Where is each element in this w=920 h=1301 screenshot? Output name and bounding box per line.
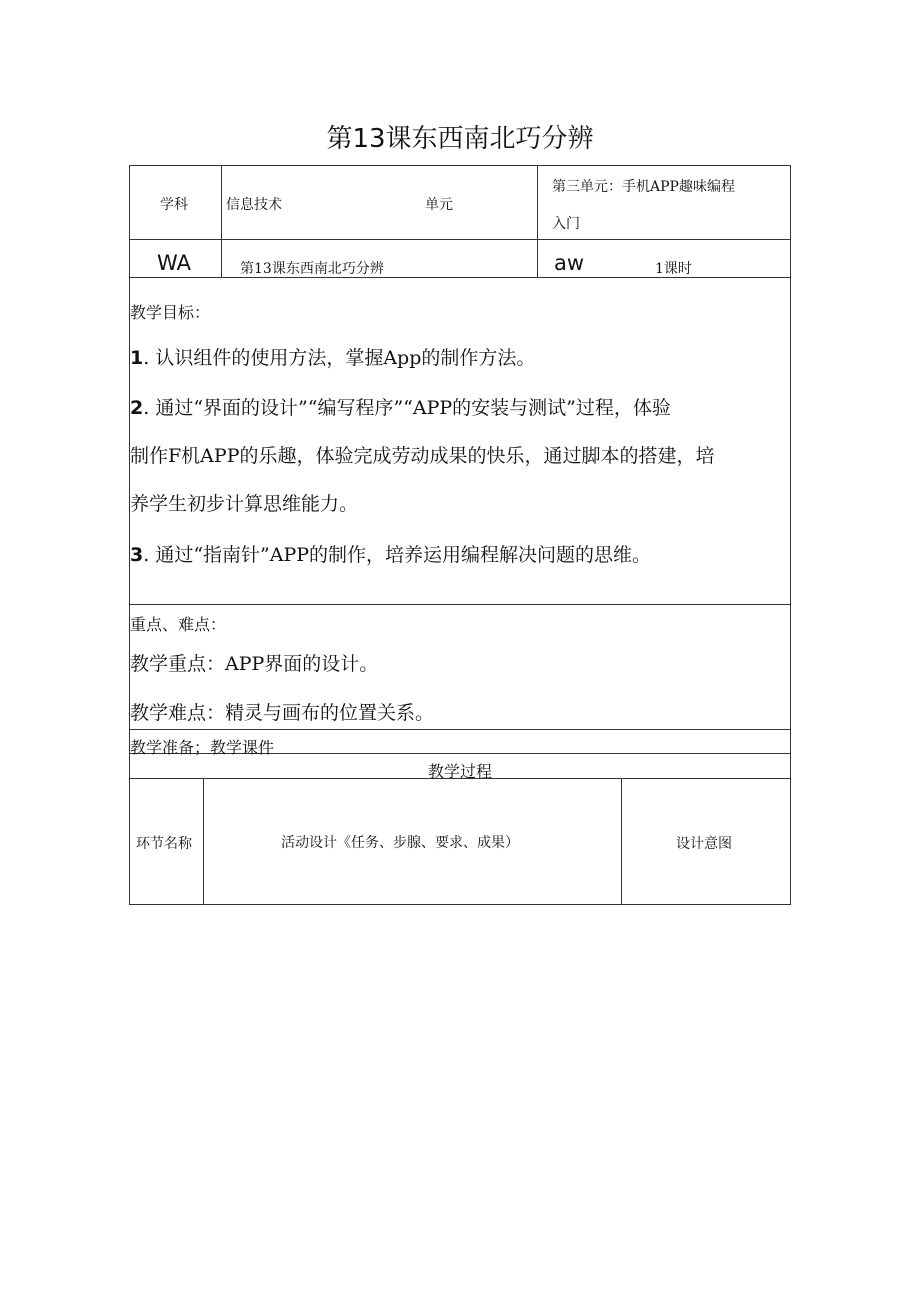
objective-1 xyxy=(130,343,535,370)
objectives-heading: 教学目标： xyxy=(130,303,211,322)
row-divider xyxy=(129,729,791,730)
process-heading: 教学过程 xyxy=(427,762,492,781)
col-divider xyxy=(203,778,204,905)
objective-2-line2: 制作F机APP的乐趣，体验完成劳动成果的快乐，通过脚本的搭建，培 xyxy=(130,445,715,467)
objective-2-line1 xyxy=(130,393,671,420)
unit-value-line1: 第三单元：手机APP趣味编程 xyxy=(552,179,735,195)
objective-2-number: 2 xyxy=(130,397,144,419)
unit-value-line2: 入门 xyxy=(552,216,580,232)
col-divider xyxy=(621,778,622,905)
subject-label: 学科 xyxy=(160,197,188,213)
keypoints-difficulty: 教学难点：精灵与画布的位置关系。 xyxy=(130,702,435,724)
keypoints-focus: 教学重点：APP界面的设计。 xyxy=(130,653,379,675)
row-divider xyxy=(129,604,791,605)
process-col-stage: 环节名称 xyxy=(136,836,192,852)
col-divider xyxy=(537,165,538,277)
hours-value: 1课时 xyxy=(655,261,692,277)
subject-value: 信息技术 xyxy=(226,197,282,213)
preparation: 教学准备；教学课件 xyxy=(130,738,275,757)
objective-2-line3: 养学生初步计算思维能力。 xyxy=(130,493,359,515)
objective-3 xyxy=(130,540,651,567)
objective-2-line1-text: . 通过“界面的设计”“编写程序”“APP的安装与测试”过程，体验 xyxy=(143,397,671,419)
process-col-intent: 设计意图 xyxy=(676,836,732,852)
lesson-value: 第13课东西南北巧分辨 xyxy=(240,261,384,277)
objective-3-number: 3 xyxy=(130,544,144,566)
hours-label: aw xyxy=(554,251,585,275)
process-col-activity: 活动设计《任务、步腺、要求、成果） xyxy=(281,835,519,851)
keypoints-heading: 重点、难点： xyxy=(130,615,227,634)
objective-1-number: 1 xyxy=(130,347,144,369)
col-divider xyxy=(221,165,222,277)
objective-3-text: . 通过“指南针”APP的制作，培养运用编程解决问题的思维。 xyxy=(143,544,652,566)
unit-label: 单元 xyxy=(425,197,453,213)
objective-1-text: . 认识组件的使用方法，掌握App的制作方法。 xyxy=(143,347,536,369)
lesson-label: WA xyxy=(157,251,191,275)
row-divider xyxy=(129,239,791,240)
document-title: 第13课东西南北巧分辨 xyxy=(326,124,594,154)
